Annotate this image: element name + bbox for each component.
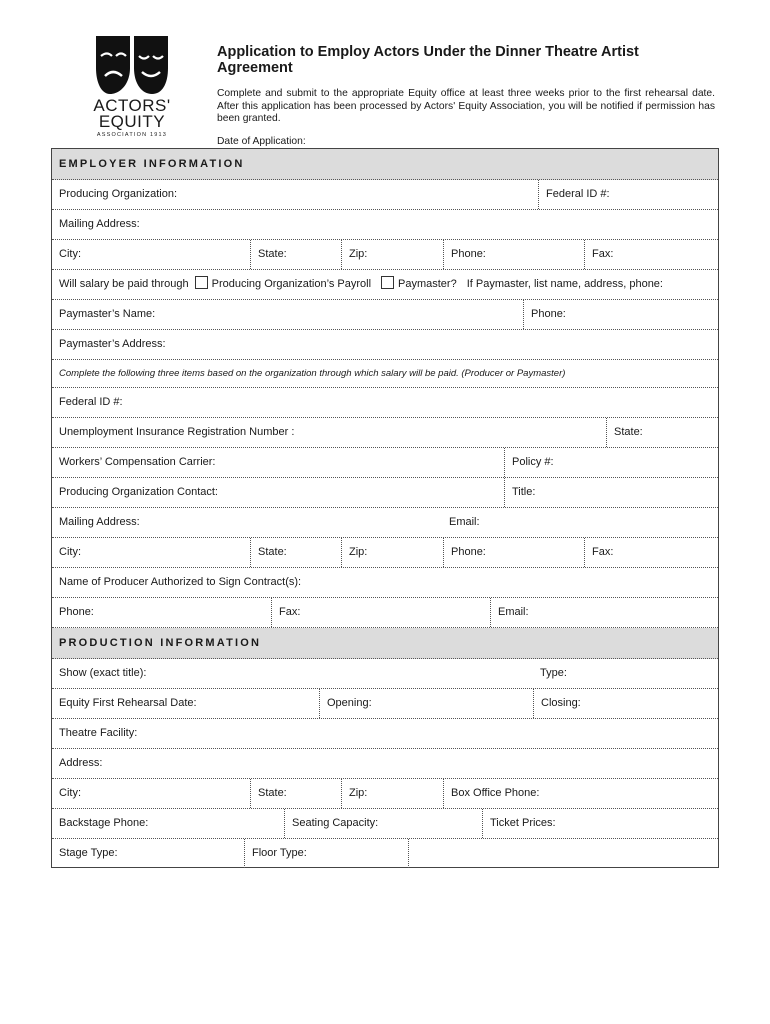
phone-2-field[interactable]: Phone: xyxy=(443,538,584,567)
unemployment-state-field[interactable]: State: xyxy=(606,418,718,447)
row-instruction xyxy=(52,360,718,388)
seating-capacity-field[interactable]: Seating Capacity: xyxy=(284,809,482,838)
unemployment-field[interactable]: Unemployment Insurance Registration Number : xyxy=(59,426,295,438)
row-federal-id-2 xyxy=(52,388,718,418)
row-unemployment xyxy=(52,418,718,448)
form-header xyxy=(217,44,715,147)
row-stage-floor xyxy=(52,839,718,868)
intro-text: Complete and submit to the appropriate Equity office at least three weeks prior to the first rehearsal date. After this application has been processed by Actors' Equity Association, you will be notified if permission has been granted. xyxy=(217,88,715,124)
production-zip-field[interactable]: Zip: xyxy=(341,779,443,808)
row-phone-fax-email xyxy=(52,598,718,628)
row-city xyxy=(52,240,718,270)
logo-line-association: ASSOCIATION 1913 xyxy=(96,132,168,138)
fax-2-field[interactable]: Fax: xyxy=(584,538,718,567)
show-title-field[interactable]: Show (exact title): xyxy=(59,667,147,679)
row-paymaster-name xyxy=(52,300,718,330)
row-mailing-email xyxy=(52,508,718,538)
city-2-field[interactable]: City: xyxy=(59,546,81,558)
actors-equity-logo xyxy=(92,34,172,138)
row-contact xyxy=(52,478,718,508)
fax-3-field[interactable]: Fax: xyxy=(271,598,490,627)
rehearsal-date-field[interactable]: Equity First Rehearsal Date: xyxy=(59,697,197,709)
zip-2-field[interactable]: Zip: xyxy=(341,538,443,567)
workers-comp-field[interactable]: Workers’ Compensation Carrier: xyxy=(59,456,216,468)
paymaster-address-field[interactable]: Paymaster’s Address: xyxy=(59,338,166,350)
mailing-address-2-field[interactable]: Mailing Address: xyxy=(59,516,140,528)
row-paymaster-address xyxy=(52,330,718,360)
paymaster-phone-field[interactable]: Phone: xyxy=(523,300,718,329)
show-type-field[interactable]: Type: xyxy=(540,667,567,679)
ticket-prices-field[interactable]: Ticket Prices: xyxy=(482,809,718,838)
row-salary xyxy=(52,270,718,300)
opening-field[interactable]: Opening: xyxy=(319,689,533,718)
closing-field[interactable]: Closing: xyxy=(533,689,718,718)
policy-field[interactable]: Policy #: xyxy=(504,448,718,477)
row-mailing-address xyxy=(52,210,718,240)
backstage-phone-field[interactable]: Backstage Phone: xyxy=(59,817,149,829)
city-field[interactable]: City: xyxy=(59,248,81,260)
date-of-application-label: Date of Application: xyxy=(217,135,306,147)
stage-type-field[interactable]: Stage Type: xyxy=(59,847,118,859)
row-show xyxy=(52,659,718,689)
employer-section-header xyxy=(52,149,718,180)
salary-question xyxy=(52,270,718,299)
federal-id-field[interactable]: Federal ID #: xyxy=(538,180,718,209)
paymaster-checkbox[interactable] xyxy=(381,276,394,289)
row-dates xyxy=(52,689,718,719)
phone-3-field[interactable]: Phone: xyxy=(59,606,94,618)
employer-heading: EMPLOYER INFORMATION xyxy=(59,158,245,170)
blank-field[interactable] xyxy=(408,839,718,868)
email-field[interactable]: Email: xyxy=(449,516,480,528)
row-production-city xyxy=(52,779,718,809)
federal-id-2-field[interactable]: Federal ID #: xyxy=(59,396,123,408)
payroll-checkbox[interactable] xyxy=(195,276,208,289)
paymaster-name-field[interactable]: Paymaster’s Name: xyxy=(59,308,156,320)
fax-field[interactable]: Fax: xyxy=(584,240,718,269)
logo-line-actors: ACTORS' xyxy=(93,96,171,115)
row-facility xyxy=(52,719,718,749)
production-section-header xyxy=(52,628,718,659)
floor-type-field[interactable]: Floor Type: xyxy=(244,839,408,868)
paymaster-option-label: Paymaster? xyxy=(398,278,457,290)
phone-field[interactable]: Phone: xyxy=(443,240,584,269)
row-workers-comp xyxy=(52,448,718,478)
email-3-field[interactable]: Email: xyxy=(490,598,718,627)
contact-title-field[interactable]: Title: xyxy=(504,478,718,507)
production-city-field[interactable]: City: xyxy=(59,787,81,799)
theatre-facility-field[interactable]: Theatre Facility: xyxy=(59,727,138,739)
application-form xyxy=(51,148,719,868)
box-office-phone-field[interactable]: Box Office Phone: xyxy=(443,779,718,808)
zip-field[interactable]: Zip: xyxy=(341,240,443,269)
payroll-option-label: Producing Organization’s Payroll xyxy=(211,278,372,290)
page-title: Application to Employ Actors Under the Dinner Theatre Artist Agreement xyxy=(217,44,639,76)
row-producing-org xyxy=(52,180,718,210)
state-2-field[interactable]: State: xyxy=(250,538,341,567)
production-address-field[interactable]: Address: xyxy=(59,757,103,769)
theatre-masks-icon xyxy=(92,34,172,96)
salary-question-label: Will salary be paid through xyxy=(59,278,189,290)
production-heading: PRODUCTION INFORMATION xyxy=(59,637,262,649)
row-producer-name xyxy=(52,568,718,598)
contact-field[interactable]: Producing Organization Contact: xyxy=(59,486,218,498)
producer-name-field[interactable]: Name of Producer Authorized to Sign Contract(s): xyxy=(59,576,302,588)
instruction-text: Complete the following three items based on the organization through which salary will be paid. (Producer or Paymaster) xyxy=(59,368,566,379)
row-backstage xyxy=(52,809,718,839)
row-city-2 xyxy=(52,538,718,568)
state-field[interactable]: State: xyxy=(250,240,341,269)
row-production-address xyxy=(52,749,718,779)
mailing-address-field[interactable]: Mailing Address: xyxy=(59,218,140,230)
logo-line-equity: EQUITY xyxy=(98,112,166,131)
production-state-field[interactable]: State: xyxy=(250,779,341,808)
paymaster-note: If Paymaster, list name, address, phone: xyxy=(466,278,663,290)
producing-org-field[interactable]: Producing Organization: xyxy=(59,188,178,200)
